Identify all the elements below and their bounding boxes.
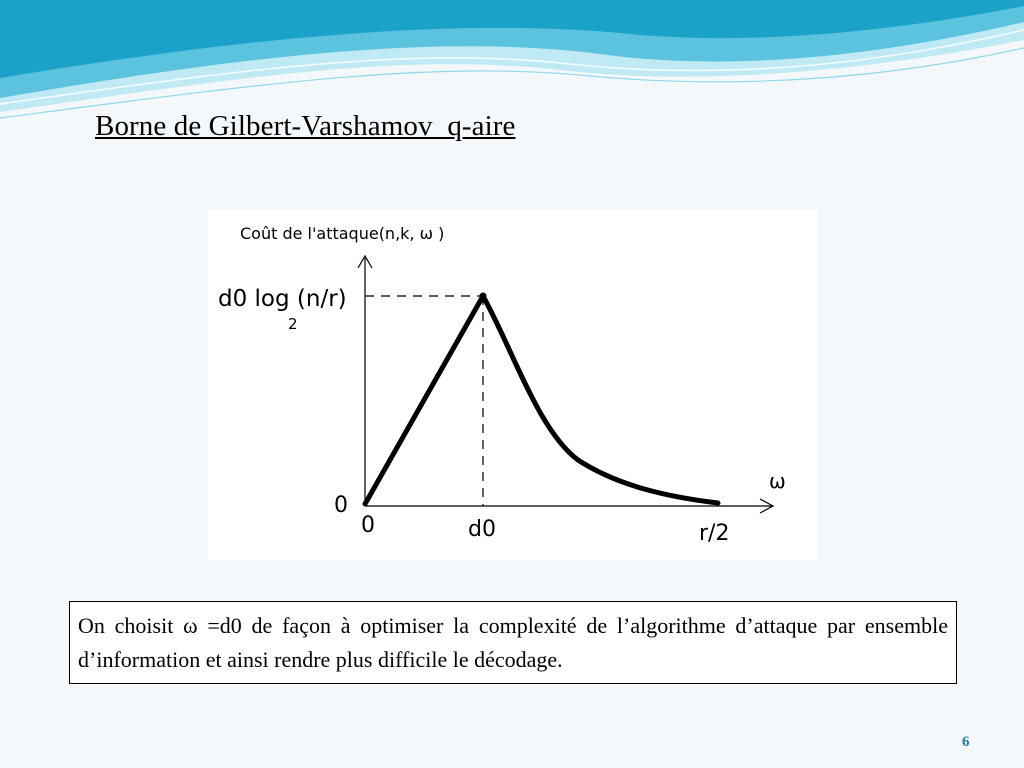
x-tick-label-r-over-2: r/2 — [699, 521, 730, 546]
origin-y-label: 0 — [334, 493, 348, 518]
cost-curve — [365, 296, 718, 504]
peak-value-subscript: 2 — [288, 315, 298, 333]
y-axis-label: Coût de l'attaque(n,k, ω ) — [240, 224, 445, 243]
peak-value-label: d0 log (n/r) — [218, 286, 347, 312]
peak-point — [480, 293, 487, 300]
attack-cost-diagram — [208, 210, 818, 560]
slide-title: Borne de Gilbert-Varshamov q-aire — [95, 110, 516, 142]
x-tick-label-0: 0 — [361, 513, 375, 538]
explanation-textbox: On choisit ω =d0 de façon à optimiser la complexité de l’algorithme d’attaque par ensemble d’information et ainsi rendre plus difficile le décodage. — [69, 601, 957, 684]
x-tick-label-d0: d0 — [468, 517, 496, 542]
page-number: 6 — [962, 734, 970, 750]
x-axis-label: ω — [769, 469, 786, 493]
